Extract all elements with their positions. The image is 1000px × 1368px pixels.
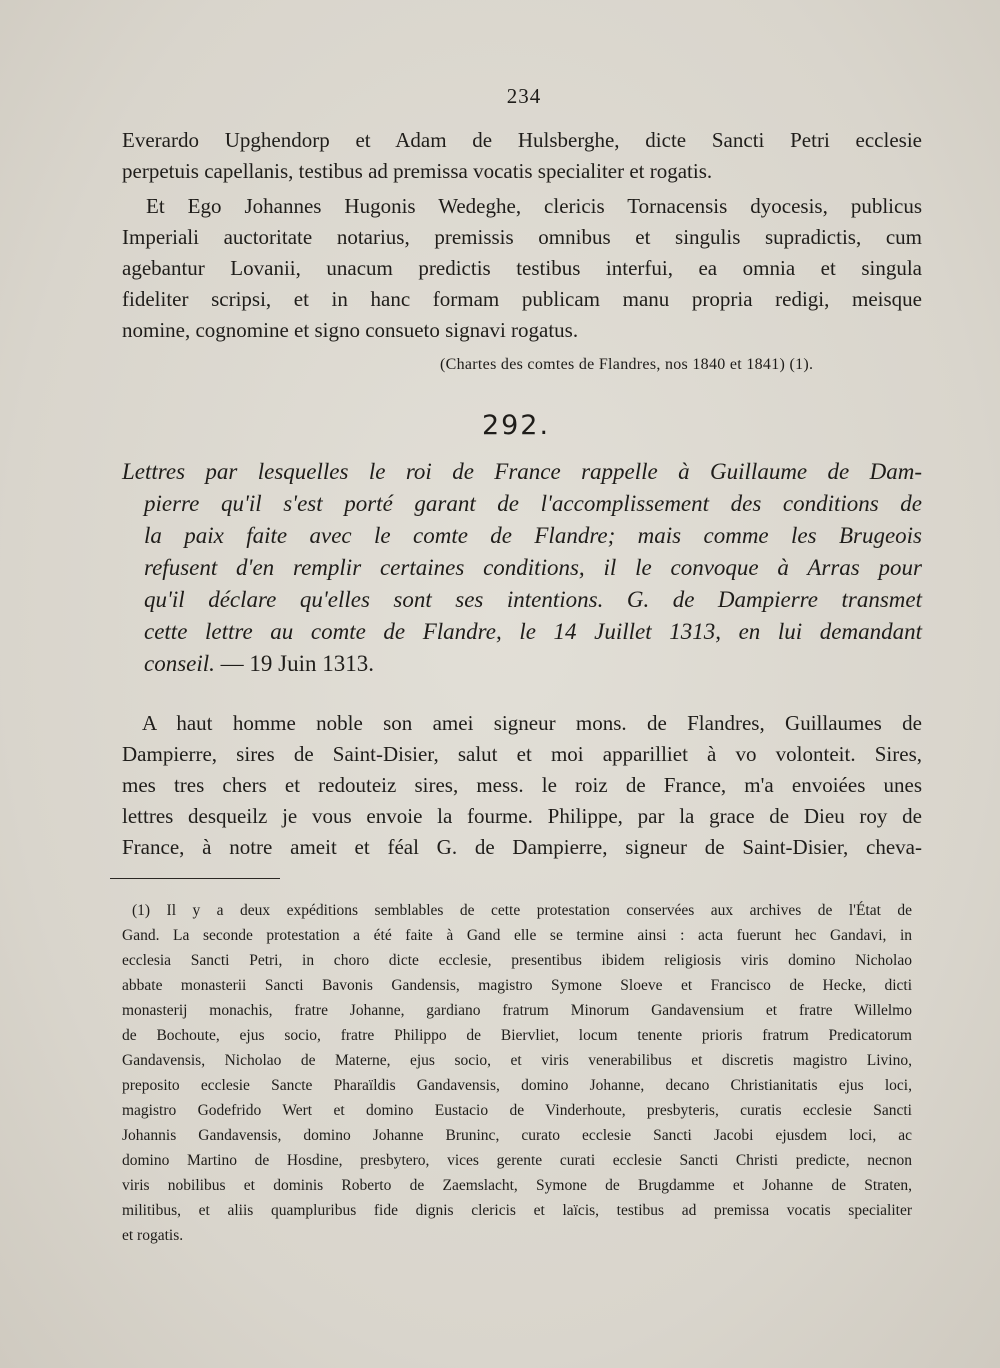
text-line: perpetuis capellanis, testibus ad premissa vocatis specialiter et rogatis. <box>122 159 713 183</box>
footnote-line: et rogatis. <box>122 1227 184 1244</box>
text-line: mes tres chers et redouteiz sires, mess. le roiz de France, m'a envoiées unes <box>122 773 922 797</box>
text-line: nomine, cognomine et signo consueto signavi rogatus. <box>122 318 579 342</box>
notary-paragraph <box>122 191 922 346</box>
summary-line: pierre qu'il s'est porté garant de l'accomplissement des conditions de <box>144 491 922 516</box>
text-line: fideliter scripsi, et in hanc formam publicam manu propria redigi, meisque <box>122 287 922 311</box>
text-line: A haut homme noble son amei signeur mons. de Flandres, Guillaumes de <box>142 711 922 735</box>
text-line: Imperiali auctoritate notarius, premissis omnibus et singulis supradictis, cum <box>122 225 922 249</box>
text-line: agebantur Lovanii, unacum predictis testibus interfui, ea omnia et singula <box>122 256 922 280</box>
charter-summary <box>122 456 922 680</box>
text-line: Everardo Upghendorp et Adam de Hulsberghe, dicte Sancti Petri ecclesie <box>122 128 922 152</box>
summary-line: Lettres par lesquelles le roi de France rappelle à Guillaume de Dam- <box>122 459 922 484</box>
footnote-line: ecclesia Sancti Petri, in choro dicte ecclesie, presentibus ibidem religiosis viris domino Nicholao <box>122 952 912 969</box>
text-line: Et Ego Johannes Hugonis Wedeghe, clericis Tornacensis dyocesis, publicus <box>146 194 922 218</box>
summary-line: cette lettre au comte de Flandre, le 14 Juillet 1313, en lui demandant <box>144 619 922 644</box>
text-line: lettres desqueilz je vous envoie la fourme. Philippe, par la grace de Dieu roy de <box>122 804 922 828</box>
footnote-line: abbate monasterii Sancti Bavonis Gandensis, magistro Symone Sloeve et Francisco de Hecke, dicti <box>122 977 912 994</box>
footnote-divider <box>110 878 280 879</box>
footnote <box>122 898 912 1248</box>
summary-line: refusent d'en remplir certaines conditions, il le convoque à Arras pour <box>144 555 922 580</box>
charter-number: 292. <box>481 410 551 441</box>
footnote-line: domino Martino de Hosdine, presbytero, vices gerente curati ecclesie Sancti Christi predicte, necnon <box>122 1152 912 1169</box>
source-citation: (Chartes des comtes de Flandres, nos 1840 et 1841) (1). <box>440 356 814 373</box>
text-line: Dampierre, sires de Saint-Disier, salut et moi apparilliet à vo volonteit. Sires, <box>122 742 922 766</box>
footnote-line: monasterij monachis, fratre Johanne, gardiano fratrum Minorum Gandavensium et fratre Willelmo <box>122 1002 912 1019</box>
page-number: 234 <box>506 84 542 108</box>
footnote-line: militibus, et aliis quampluribus fide dignis clericis et laïcis, testibus ad premissa vocatis specialiter <box>122 1202 912 1219</box>
footnote-line: Johannis Gandavensis, domino Johanne Bruninc, curato ecclesie Sancti Jacobi ejusdem loci, ac <box>122 1127 912 1144</box>
text-line: France, à notre ameit et féal G. de Dampierre, signeur de Saint-Disier, cheva- <box>122 835 922 859</box>
summary-line: la paix faite avec le comte de Flandre; mais comme les Brugeois <box>144 523 922 548</box>
summary-line: qu'il déclare qu'elles sont ses intentions. G. de Dampierre transmet <box>144 587 922 612</box>
letter-paragraph <box>122 708 922 863</box>
footnote-line: Gand. La seconde protestation a été faite à Gand elle se termine ainsi : acta fuerunt hec Gandavi, in <box>122 927 912 944</box>
footnote-line: (1) Il y a deux expéditions semblables de cette protestation conservées aux archives de l'État de <box>132 902 912 919</box>
summary-line <box>122 648 922 680</box>
footnote-line: de Bochoute, ejus socio, fratre Philippo de Biervliet, locum tenente prioris fratrum Predicatorum <box>122 1027 912 1044</box>
footnote-line: preposito ecclesie Sancte Pharaïldis Gandavensis, domino Johanne, decano Christianitatis ejus loci, <box>122 1077 912 1094</box>
closing-paragraph <box>122 125 922 187</box>
footnote-line: magistro Godefrido Wert et domino Eustacio de Vinderhoute, presbyteris, curatis ecclesie Sancti <box>122 1102 912 1119</box>
footnote-line: Gandavensis, Nicholao de Materne, ejus socio, et viris venerabilibus et discretis magistro Livino, <box>122 1052 912 1069</box>
summary-last-words: conseil. <box>144 651 215 676</box>
footnote-line: viris nobilibus et dominis Roberto de Zaemslacht, Symone de Brugdamme et Johanne de Straten, <box>122 1177 912 1194</box>
charter-date: — 19 Juin 1313. <box>220 651 374 676</box>
